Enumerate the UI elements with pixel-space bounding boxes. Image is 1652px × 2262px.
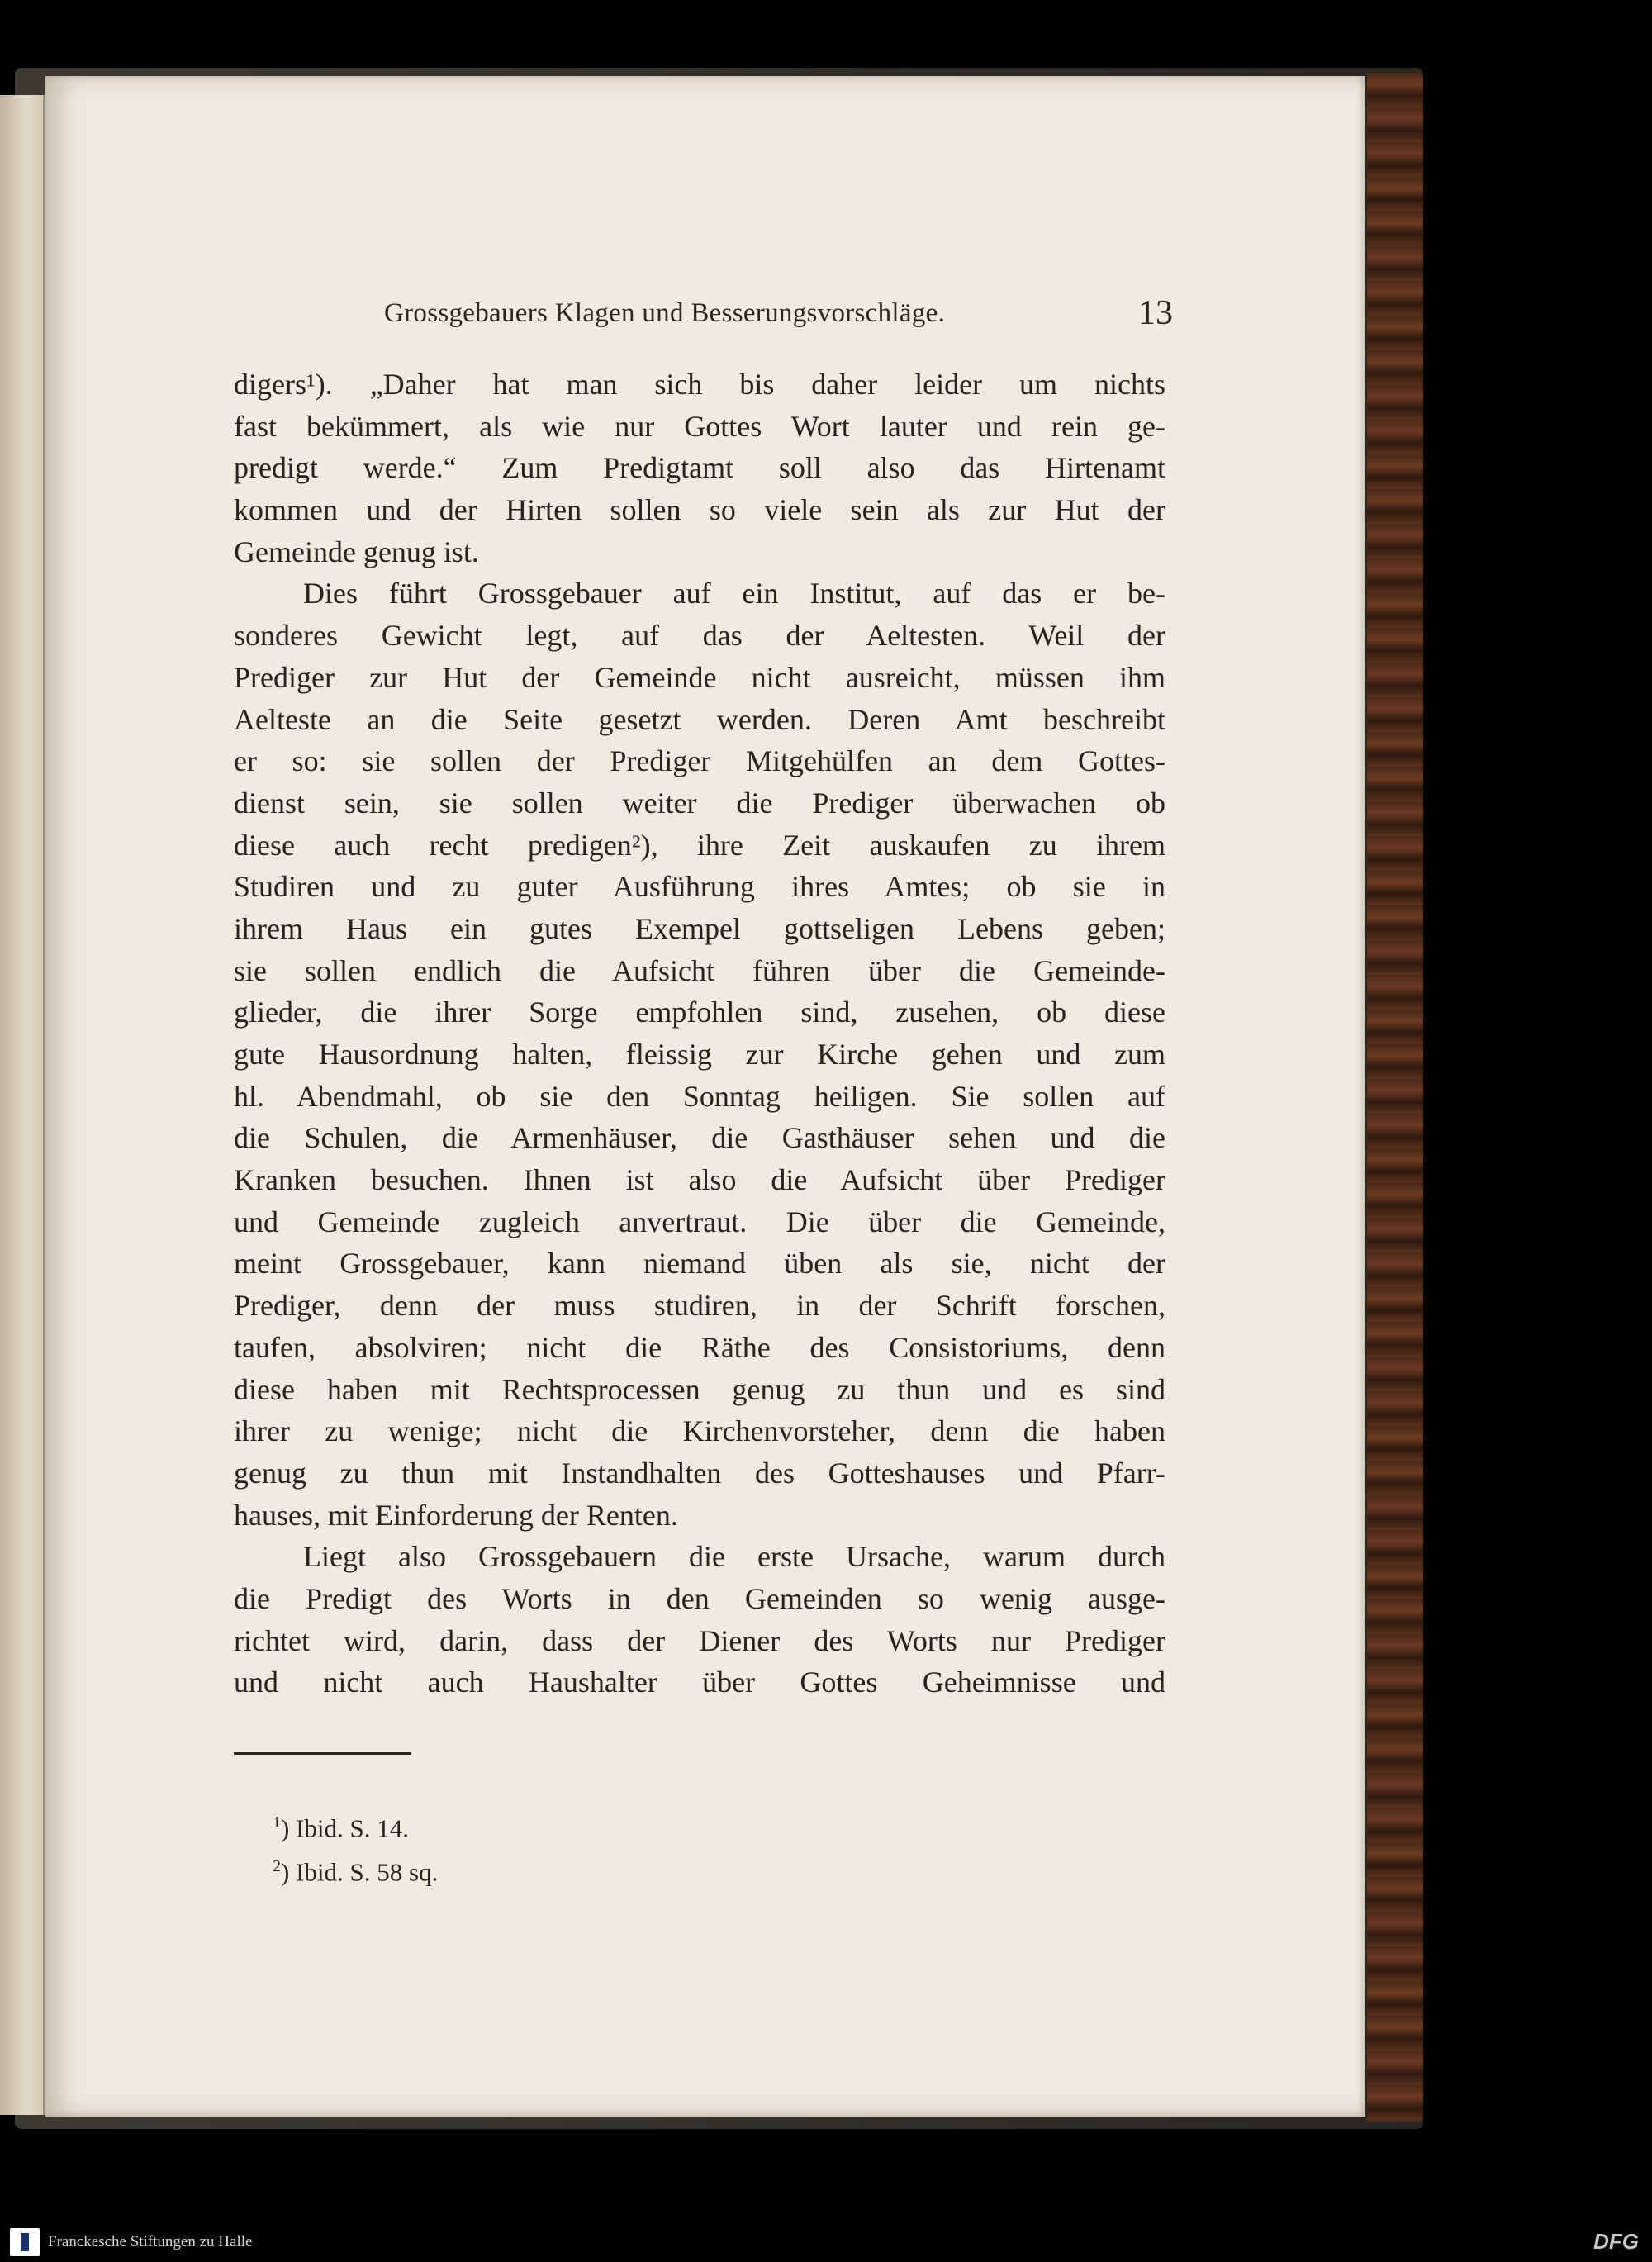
text-line: richtet wird, darin, dass der Diener des Worts nur Prediger xyxy=(234,1623,1165,1657)
text-line: taufen, absolviren; nicht die Räthe des Consistoriums, denn xyxy=(234,1330,1165,1364)
page-number: 13 xyxy=(1138,294,1173,332)
text-line: diese haben mit Rechtsprocessen genug zu thun und es sind xyxy=(234,1372,1165,1406)
footnote-rule xyxy=(234,1752,411,1755)
viewer-footer-bar xyxy=(0,2222,1652,2262)
footnote-text: ) Ibid. S. 58 sq. xyxy=(281,1857,439,1887)
text-line: Aelteste an die Seite gesetzt werden. Deren Amt beschreibt xyxy=(234,702,1165,736)
text-line: Liegt also Grossgebauern die erste Ursache, warum durch xyxy=(303,1540,1165,1574)
footnotes xyxy=(273,1803,438,1892)
text-line: ihrer zu wenige; nicht die Kirchenvorsteher, denn die haben xyxy=(234,1414,1165,1448)
footnote-mark: 1 xyxy=(273,1813,281,1832)
text-line: Prediger, denn der muss studiren, in der Schrift forschen, xyxy=(234,1289,1165,1323)
text-line: Gemeinde genug ist. xyxy=(234,535,479,568)
text-line: ihrem Haus ein gutes Exempel gottseligen Lebens geben; xyxy=(234,911,1165,945)
text-line: hl. Abendmahl, ob sie den Sonntag heiligen. Sie sollen auf xyxy=(234,1079,1165,1113)
footnote-mark: 2 xyxy=(273,1857,281,1876)
institution-name: Franckesche Stiftungen zu Halle xyxy=(48,2233,253,2250)
text-line: diese auch recht predigen²), ihre Zeit auskaufen zu ihrem xyxy=(234,828,1165,862)
text-line: digers¹). „Daher hat man sich bis daher leider um nichts xyxy=(234,368,1165,401)
running-head-title: Grossgebauers Klagen und Besserungsvorschläge. xyxy=(384,298,946,328)
footnote xyxy=(273,1803,438,1847)
text-line: dienst sein, sie sollen weiter die Prediger überwachen ob xyxy=(234,786,1165,820)
text-line: sonderes Gewicht legt, auf das der Aeltesten. Weil der xyxy=(234,619,1165,653)
body-text xyxy=(234,364,1165,1704)
running-head xyxy=(339,293,1173,343)
text-line: sie sollen endlich die Aufsicht führen über die Gemeinde- xyxy=(234,953,1165,987)
institution-logo-icon xyxy=(10,2228,40,2256)
facing-page-edge xyxy=(0,95,45,2115)
text-line: glieder, die ihrer Sorge empfohlen sind, zusehen, ob diese xyxy=(234,996,1165,1029)
text-line: Kranken besuchen. Ihnen ist also die Aufsicht über Prediger xyxy=(234,1163,1165,1197)
text-line: gute Hausordnung halten, fleissig zur Kirche gehen und zum xyxy=(234,1038,1165,1071)
text-line: genug zu thun mit Instandhalten des Gotteshauses und Pfarr- xyxy=(234,1456,1165,1490)
text-line: hauses, mit Einforderung der Renten. xyxy=(234,1498,678,1532)
text-line: predigt werde.“ Zum Predigtamt soll also das Hirtenamt xyxy=(234,451,1165,485)
text-line: Studiren und zu guter Ausführung ihres Amtes; ob sie in xyxy=(234,870,1165,904)
text-line: meint Grossgebauer, kann niemand üben als sie, nicht der xyxy=(234,1247,1165,1281)
text-line: die Predigt des Worts in den Gemeinden so wenig ausge- xyxy=(234,1581,1165,1615)
text-line: Prediger zur Hut der Gemeinde nicht ausreicht, müssen ihm xyxy=(234,660,1165,694)
text-line: kommen und der Hirten sollen so viele sein als zur Hut der xyxy=(234,493,1165,527)
footnote xyxy=(273,1847,438,1891)
text-line: die Schulen, die Armenhäuser, die Gasthäuser sehen und die xyxy=(234,1121,1165,1155)
dfg-logo: DFG xyxy=(1593,2229,1639,2254)
text-line: und Gemeinde zugleich anvertraut. Die über die Gemeinde, xyxy=(234,1205,1165,1238)
text-line: und nicht auch Haushalter über Gottes Geheimnisse und xyxy=(234,1666,1165,1699)
marbled-cover-edge xyxy=(1367,73,1423,2122)
footnote-text: ) Ibid. S. 14. xyxy=(281,1813,409,1843)
text-line: er so: sie sollen der Prediger Mitgehülfen an dem Gottes- xyxy=(234,744,1165,778)
text-line: Dies führt Grossgebauer auf ein Institut, auf das er be- xyxy=(303,577,1165,611)
text-line: fast bekümmert, als wie nur Gottes Wort lauter und rein ge- xyxy=(234,409,1165,443)
